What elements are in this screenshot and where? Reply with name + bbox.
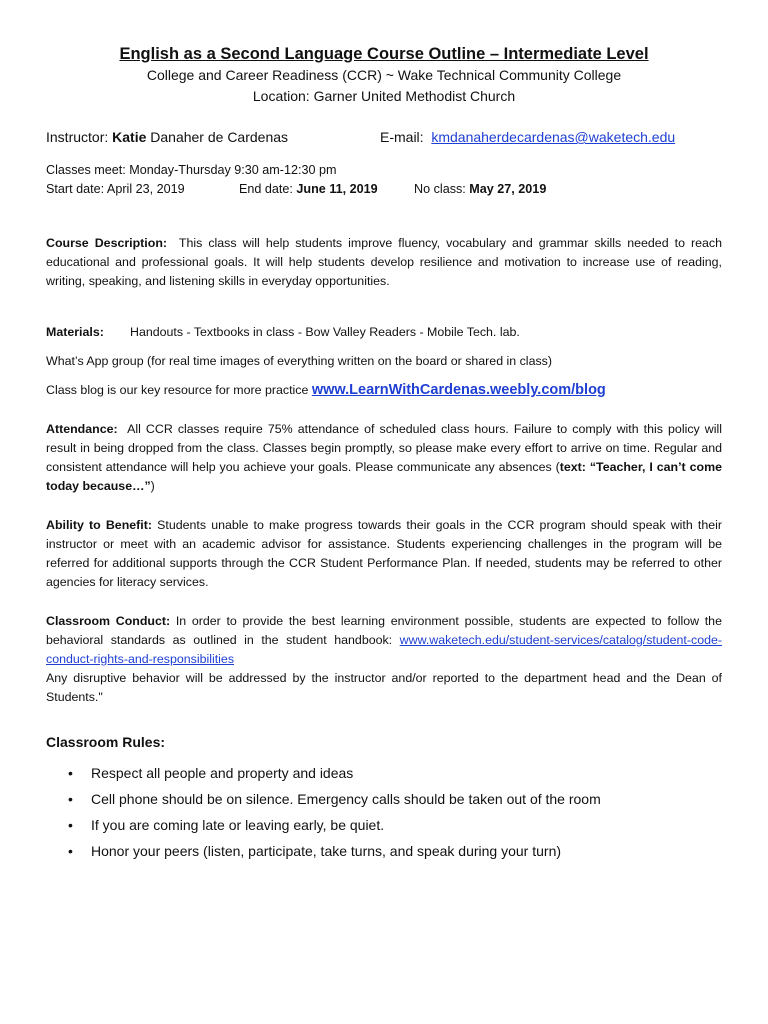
materials-block bbox=[46, 323, 722, 400]
materials-line bbox=[46, 323, 722, 342]
no-class-date bbox=[414, 180, 546, 199]
no-class-value: May 27, 2019 bbox=[469, 182, 547, 196]
email-label: E-mail: bbox=[380, 129, 424, 145]
rule-text: Honor your peers (listen, participate, take turns, and speak during your turn) bbox=[91, 843, 562, 859]
rule-item bbox=[46, 816, 722, 834]
instructor-row bbox=[46, 127, 722, 147]
instructor-first-name: Katie bbox=[112, 129, 147, 145]
course-description-label: Course Description: bbox=[46, 236, 168, 250]
attendance-text-end: ) bbox=[150, 479, 155, 493]
whatsapp-line: What’s App group (for real time images of everything written on the board or shared in class) bbox=[46, 354, 552, 368]
document-title: English as a Second Language Course Outline – Intermediate Level bbox=[119, 45, 649, 63]
materials-items: Handouts - Textbooks in class - Bow Valley Readers - Mobile Tech. lab. bbox=[130, 325, 520, 339]
document-subtitle-college: College and Career Readiness (CCR) ~ Wake Technical Community College bbox=[146, 67, 622, 83]
conduct-label: Classroom Conduct: bbox=[46, 614, 171, 628]
blog-line bbox=[46, 381, 722, 400]
email-link[interactable]: kmdanaherdecardenas@waketech.edu bbox=[431, 129, 676, 145]
instructor-last-name: Danaher de Cardenas bbox=[150, 129, 289, 145]
rules-heading: Classroom Rules: bbox=[46, 734, 166, 750]
end-date-value: June 11, 2019 bbox=[296, 182, 378, 196]
course-description-text: This class will help students improve fluency, vocabulary and grammar skills needed to reach educational and professional goals. It will help students develop resilience and motivation to increase use of reading, writing, speaking, and listening skills in everyday opportunities. bbox=[46, 236, 722, 288]
conduct-section bbox=[46, 612, 722, 707]
rules-list bbox=[46, 764, 722, 860]
bullet-icon: • bbox=[68, 765, 73, 781]
ability-text: Students unable to make progress towards their goals in the CCR program should speak with their instructor or meet with an academic advisor for assistance. Students experiencing challenges in the program will be referred for additional supports through the CCR Student Performance Plan. If needed, students may be referred to other agencies for literacy services. bbox=[46, 518, 722, 589]
classes-meet: Classes meet: Monday-Thursday 9:30 am-12:30 pm bbox=[46, 163, 337, 177]
schedule-block bbox=[46, 161, 722, 199]
rule-text: Cell phone should be on silence. Emergency calls should be taken out of the room bbox=[91, 791, 601, 807]
blog-text: Class blog is our key resource for more practice bbox=[46, 383, 309, 397]
attendance-text-bold: text: “Teacher, I can’t come today because…” bbox=[46, 460, 722, 493]
attendance-text: All CCR classes require 75% attendance of scheduled class hours. Failure to comply with this policy will result in being dropped from the class. Classes begin promptly, so please make every effort to arrive on time. Regular and consistent attendance will help you achieve your goals. Please communicate any absences ( bbox=[46, 422, 722, 474]
start-date-label: Start date: bbox=[46, 182, 105, 196]
ability-label: Ability to Benefit: bbox=[46, 518, 152, 532]
end-date bbox=[239, 180, 414, 199]
conduct-link[interactable]: www.waketech.edu/student-services/catalog/student-code-conduct-rights-and-responsibilities bbox=[46, 633, 722, 666]
rule-item bbox=[46, 790, 722, 808]
bullet-icon: • bbox=[68, 817, 73, 833]
rule-item bbox=[46, 842, 722, 860]
no-class-label: No class: bbox=[414, 182, 466, 196]
instructor-info bbox=[46, 127, 380, 147]
conduct-text-2: Any disruptive behavior will be addressed by the instructor and/or reported to the department head and the Dean of Students." bbox=[46, 671, 722, 704]
conduct-text: In order to provide the best learning environment possible, students are expected to follow the behavioral standards as outlined in the student handbook: bbox=[46, 614, 722, 647]
start-date-value: April 23, 2019 bbox=[106, 182, 185, 196]
rule-item bbox=[46, 764, 722, 782]
bullet-icon: • bbox=[68, 791, 73, 807]
blog-link[interactable]: www.LearnWithCardenas.weebly.com/blog bbox=[311, 382, 606, 398]
end-date-label: End date: bbox=[239, 182, 293, 196]
dates-row bbox=[46, 180, 722, 199]
attendance-section bbox=[46, 420, 722, 496]
ability-section bbox=[46, 516, 722, 592]
attendance-label: Attendance: bbox=[46, 422, 118, 436]
start-date bbox=[46, 180, 239, 199]
rule-text: Respect all people and property and ideas bbox=[91, 765, 354, 781]
materials-label: Materials: bbox=[46, 325, 104, 339]
email-info bbox=[380, 127, 675, 147]
course-description bbox=[46, 234, 722, 291]
rule-text: If you are coming late or leaving early, be quiet. bbox=[91, 817, 385, 833]
bullet-icon: • bbox=[68, 843, 73, 859]
instructor-label: Instructor: bbox=[46, 129, 109, 145]
document-subtitle-location: Location: Garner United Methodist Church bbox=[252, 88, 516, 104]
